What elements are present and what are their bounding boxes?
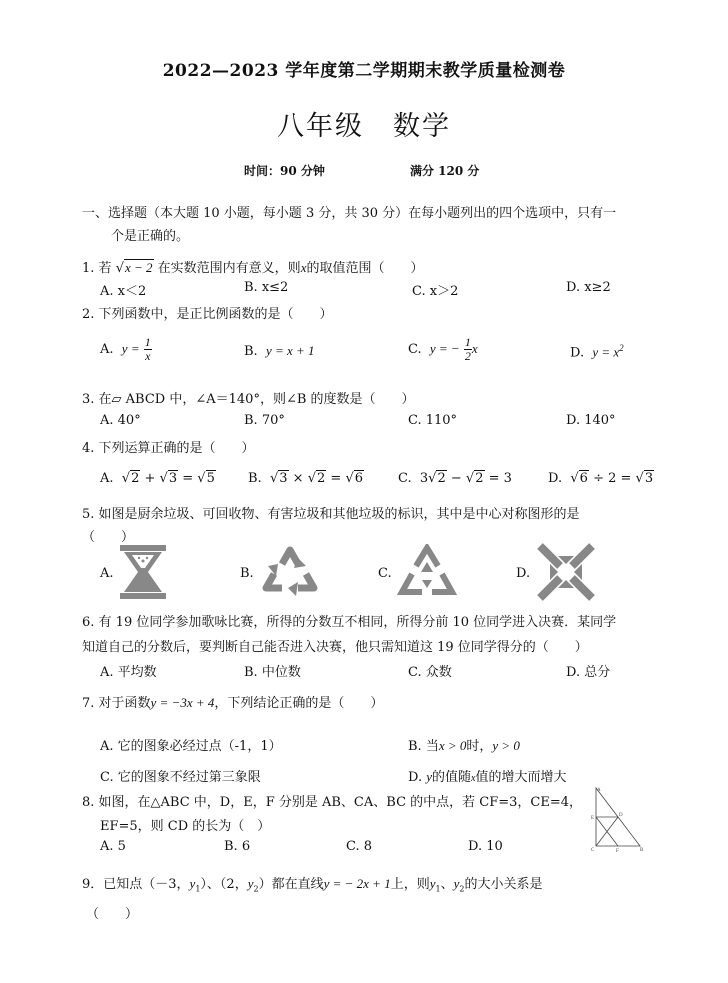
q5-option-d: D. [516,566,531,581]
q1-post: 的取值范围（ ） [306,261,424,276]
q2-d-exponent: 2 [619,343,624,353]
q1-option-c: C. x＞2 [412,284,459,299]
q3-option-d: D. 140° [566,413,616,428]
q9-line-eq: y = − 2x + 1 [323,876,391,891]
hazardous-waste-icon [396,544,458,602]
q1-option-d: D. x≥2 [566,280,611,295]
q2-option-d [570,343,624,360]
q2-option-a [100,336,152,363]
fig-label-e: E [591,816,595,821]
section1-instructions-cont: 个是正确的。 [111,229,190,244]
q4-b-label: B. [248,471,262,486]
q9-mid2: ）都在直线 [258,877,324,892]
fig-label-b: B [640,848,644,853]
q7-option-b [408,735,520,754]
q7-d-pre: D. [408,770,423,785]
q4-a-eq: = [182,471,194,486]
q4-option-c: C. 3√2 − √2 = 3 [398,471,512,486]
q4-c-op: − [450,471,462,486]
q2-c-num: 1 [464,335,471,349]
fig-label-f: F [616,849,619,854]
q5-option-b: B. [240,566,254,581]
q1-option-b: B. x≤2 [244,280,289,295]
q4-d-label: D. [548,471,563,486]
q3-option-b: B. 70° [244,413,285,428]
q9-y2-sub: 2 [253,884,259,894]
question-6-stem-cont: 知道自己的分数后，要判断自己能否进入决赛，他只需知道这 19 位同学得分的（ ） [82,640,588,655]
q4-c-rad1: 2 [437,471,446,486]
q2-a-num: 1 [144,335,151,349]
question-1-stem [82,257,423,276]
q7-b-pre: B. 当 [408,739,439,754]
q4-b-rad3: 6 [354,471,364,486]
q9-pre: 9．已知点（－3， [82,877,190,892]
exam-time: 时间：90 分钟 [244,164,325,178]
q4-b-op: × [292,471,304,486]
q1-radical: √x − 2 [115,260,153,276]
q5-option-c: C. [378,566,392,581]
q6-option-c: C. 众数 [408,665,452,680]
q4-c-label: C. [398,471,412,486]
question-8-stem: 8. 如图，在△ABC 中，D，E，F 分别是 AB、CA、BC 的中点，若 CF=3，CE=4， [82,795,583,810]
q8-option-b: B. 6 [224,839,251,854]
q4-option-b: B. √3 × √2 = √6 [248,471,364,486]
q8-option-d: D. 10 [468,839,503,854]
question-4-stem: 4. 下列运算正确的是（ ） [82,441,255,456]
triangle-figure [586,784,646,854]
q4-c-rad2: 2 [475,471,484,486]
q2-c-var: x [471,341,478,356]
q9-y1: y [189,876,196,891]
q2-c-den: 2 [464,349,471,363]
q2-b-expr: y = x + 1 [265,343,315,358]
q9-y2: y [247,876,254,891]
question-9-stem [82,873,543,894]
q4-a-op: + [144,471,156,486]
question-9-stem-cont: （ ） [86,907,139,922]
q4-b-eq: = [330,471,342,486]
q7-b-mid: 时， [466,739,493,754]
q9-y1b: y [429,876,436,891]
exam-subtitle: 八年级 数学 [277,111,451,142]
question-3-stem: 3. 在▱ ABCD 中，∠A＝140°，则∠B 的度数是（ ） [82,392,415,407]
q1-var: x [300,260,307,275]
q4-option-d: D. √6 ÷ 2 = √3 [548,471,654,486]
question-7-stem [82,692,383,711]
exam-score: 满分 120 分 [410,164,480,178]
q2-d-expr: y = x [592,344,620,360]
q9-post: 的大小关系是 [464,877,543,892]
q4-c-eq: = 3 [488,471,512,486]
q8-option-a: A. 5 [100,839,126,854]
q4-a-rad2: 3 [168,471,178,486]
q7-option-d [408,766,567,785]
q7-option-a: A. 它的图象必经过点（-1，1） [100,739,282,754]
kitchen-waste-icon [118,544,168,600]
q6-option-a: A. 平均数 [100,665,157,680]
question-2-stem: 2. 下列函数中，是正比例函数的是（ ） [82,307,333,322]
q9-mid1: ）、（2， [200,877,248,892]
q4-a-rad1: 2 [131,471,140,486]
q1-option-a: A. x＜2 [100,284,147,299]
q7-d-x: x [471,773,476,784]
q4-c-coef: 3 [419,471,429,486]
q6-option-d: D. 总分 [566,665,611,680]
q7-function: y = −3x + 4 [150,695,215,710]
q1-pre: 1. 若 [82,261,112,276]
q4-d-op: ÷ 2 = [593,471,632,486]
q2-a-lhs: y = [121,341,140,356]
q9-mid3: 上，则 [390,877,430,892]
q7-b-cond: x > 0 [438,738,467,753]
q1-mid: 在实数范围内有意义，则 [157,261,301,276]
q2-c-lhs: y = − [429,341,460,356]
q4-b-rad2: 2 [317,471,326,486]
q4-a-rad3: 5 [206,471,215,486]
q7-post: ，下列结论正确的是（ ） [214,696,384,711]
q2-a-fraction [144,336,152,363]
q9-y2b-sub: 2 [459,884,465,894]
q2-c-fraction [464,336,472,363]
q5-option-a: A. [100,566,114,581]
question-8-stem-cont: EF=5，则 CD 的长为（ ） [100,819,271,834]
recyclable-icon [258,544,322,602]
q1-radicand: x − 2 [124,260,153,275]
question-5-stem: 5. 如图是厨余垃圾、可回收物、有害垃圾和其他垃圾的标识，其中是中心对称图形的是 [82,507,580,522]
q4-a-label: A. [100,471,114,486]
other-waste-icon [536,542,596,602]
fig-label-c: C [591,848,595,853]
exam-title: 2022—2023 学年度第二学期期末教学质量检测卷 [162,61,566,81]
q2-a-den: x [145,349,151,363]
q7-b-res: y > 0 [492,738,520,753]
fig-label-a: A [597,788,601,793]
q4-b-rad1: 3 [279,471,288,486]
q7-d-mid: 的值随 [432,770,472,785]
question-5-stem-cont: （ ） [82,530,135,545]
q4-option-a: A. √2 + √3 = √5 [100,471,215,486]
q4-d-rad1: 6 [579,471,588,486]
q2-option-b [244,343,315,359]
q2-d-label: D. [570,345,585,361]
q9-sep: 、 [440,877,454,892]
question-6-stem: 6. 有 19 位同学参加歌咏比赛，所得的分数互不相同，所得分前 10 位同学进入决赛．某同学 [82,615,617,630]
q2-c-label: C. [408,342,422,357]
q8-option-c: C. 8 [346,839,373,854]
q9-y1b-sub: 1 [435,884,441,894]
q7-pre: 7. 对于函数 [82,696,151,711]
fig-label-d: D [619,813,623,818]
q2-a-label: A. [100,342,114,357]
q3-option-c: C. 110° [408,413,458,428]
q9-y1-sub: 1 [195,884,201,894]
q7-d-y: y [426,769,433,784]
q7-option-c: C. 它的图象不经过第三象限 [100,770,261,785]
q4-d-rad2: 3 [644,471,654,486]
q3-option-a: A. 40° [100,413,141,428]
q2-b-label: B. [244,344,258,359]
q7-d-post: 值的增大而增大 [475,770,567,785]
section1-instructions: 一、选择题（本大题 10 小题，每小题 3 分，共 30 分）在每小题列出的四个选项中，只有一 [82,206,617,221]
q6-option-b: B. 中位数 [244,665,301,680]
q9-y2b: y [453,876,460,891]
q2-option-c [408,336,478,363]
